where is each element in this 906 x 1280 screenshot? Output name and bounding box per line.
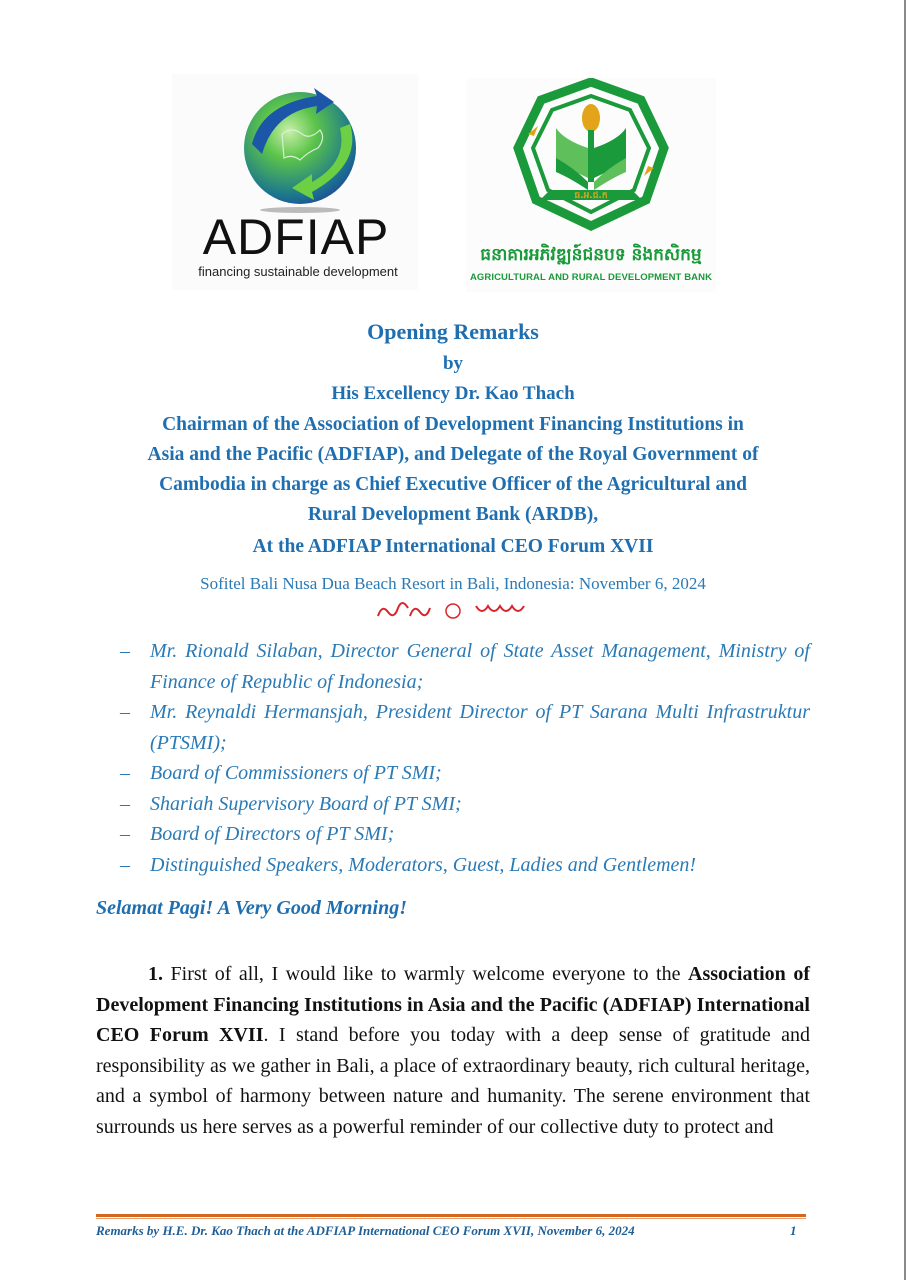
forum-full-name: Association of Development Financing Institutions in Asia and the Pacific (ADFIAP) International CEO Forum XVII xyxy=(96,963,810,1046)
speaker-role xyxy=(90,410,816,530)
event-name: At the ADFIAP International CEO Forum XVII xyxy=(252,536,654,557)
salutation-item: – Mr. Rionald Silaban, Director General of State Asset Management, Ministry of Finance of Republic of Indonesia; xyxy=(118,636,810,697)
footer-rule xyxy=(96,1214,806,1217)
paragraph-1: 1. First of all, I would like to warmly welcome everyone to the Association of Development Financing Institutions in Asia and the Pacific (ADFIAP) International CEO Forum XVII. I stand before you today with a deep sense of gratitude and responsibility as we gather in Bali, a place of extraordinary beauty, rich cultural heritage, and a symbol of harmony between nature and humanity. The serene environment that surrounds us here serves as a powerful reminder of our collective duty to protect and xyxy=(96,963,811,1138)
speaker-role-line: Chairman of the Association of Development Financing Institutions in xyxy=(162,414,744,435)
salutation-item: – Distinguished Speakers, Moderators, Guest, Ladies and Gentlemen! xyxy=(118,850,810,881)
ornament-divider xyxy=(370,600,536,627)
page-number: 1 xyxy=(790,1223,797,1238)
footer-text: Remarks by H.E. Dr. Kao Thach at the ADFIAP International CEO Forum XVII, November 6, 2024 xyxy=(96,1223,635,1238)
dash-bullet: – xyxy=(120,823,130,845)
dash-bullet: – xyxy=(120,701,130,723)
dash-bullet: – xyxy=(120,640,130,662)
ardb-khmer-name: ធនាគារអភិវឌ្ឍន៍ជនបទ និងកសិកម្ម xyxy=(480,245,702,265)
adfiap-wordmark: ADFIAP xyxy=(202,209,390,265)
salutation-item: – Mr. Reynaldi Hermansjah, President Director of PT Sarana Multi Infrastruktur (PTSMI); xyxy=(118,697,810,758)
footer-rule-thin xyxy=(96,1218,806,1219)
paragraph-number: 1. xyxy=(148,963,163,985)
salutation-list xyxy=(118,636,810,880)
dash-bullet: – xyxy=(120,792,130,815)
salutation-item: – Shariah Supervisory Board of PT SMI; xyxy=(118,789,810,820)
dash-bullet: – xyxy=(120,853,130,876)
byline: by xyxy=(442,353,464,374)
dash-bullet: – xyxy=(120,762,130,784)
greeting: Selamat Pagi! A Very Good Morning! xyxy=(96,897,407,919)
ardb-logo xyxy=(466,78,716,292)
globe-icon xyxy=(222,84,372,214)
document-title: Opening Remarks xyxy=(367,319,539,344)
ardb-english-name: AGRICULTURAL AND RURAL DEVELOPMENT BANK xyxy=(469,272,713,283)
venue-date: Sofitel Bali Nusa Dua Beach Resort in Bali, Indonesia: November 6, 2024 xyxy=(200,574,706,593)
adfiap-tagline: financing sustainable development xyxy=(198,264,398,279)
salutation-item: – Board of Directors of PT SMI; xyxy=(118,819,810,850)
speaker-role-line: Rural Development Bank (ARDB), xyxy=(307,504,599,525)
salutation-item: – Board of Commissioners of PT SMI; xyxy=(118,758,810,789)
speaker-role-line: Cambodia in charge as Chief Executive Officer of the Agricultural and xyxy=(159,474,747,495)
ardb-emblem-text: ធ.អ.ជ.ក xyxy=(574,191,608,201)
adfiap-logo xyxy=(172,74,418,290)
speaker-role-line: Asia and the Pacific (ADFIAP), and Delegate of the Royal Government of xyxy=(147,444,759,465)
speaker-name: His Excellency Dr. Kao Thach xyxy=(331,383,575,404)
ardb-emblem-icon xyxy=(506,78,676,238)
